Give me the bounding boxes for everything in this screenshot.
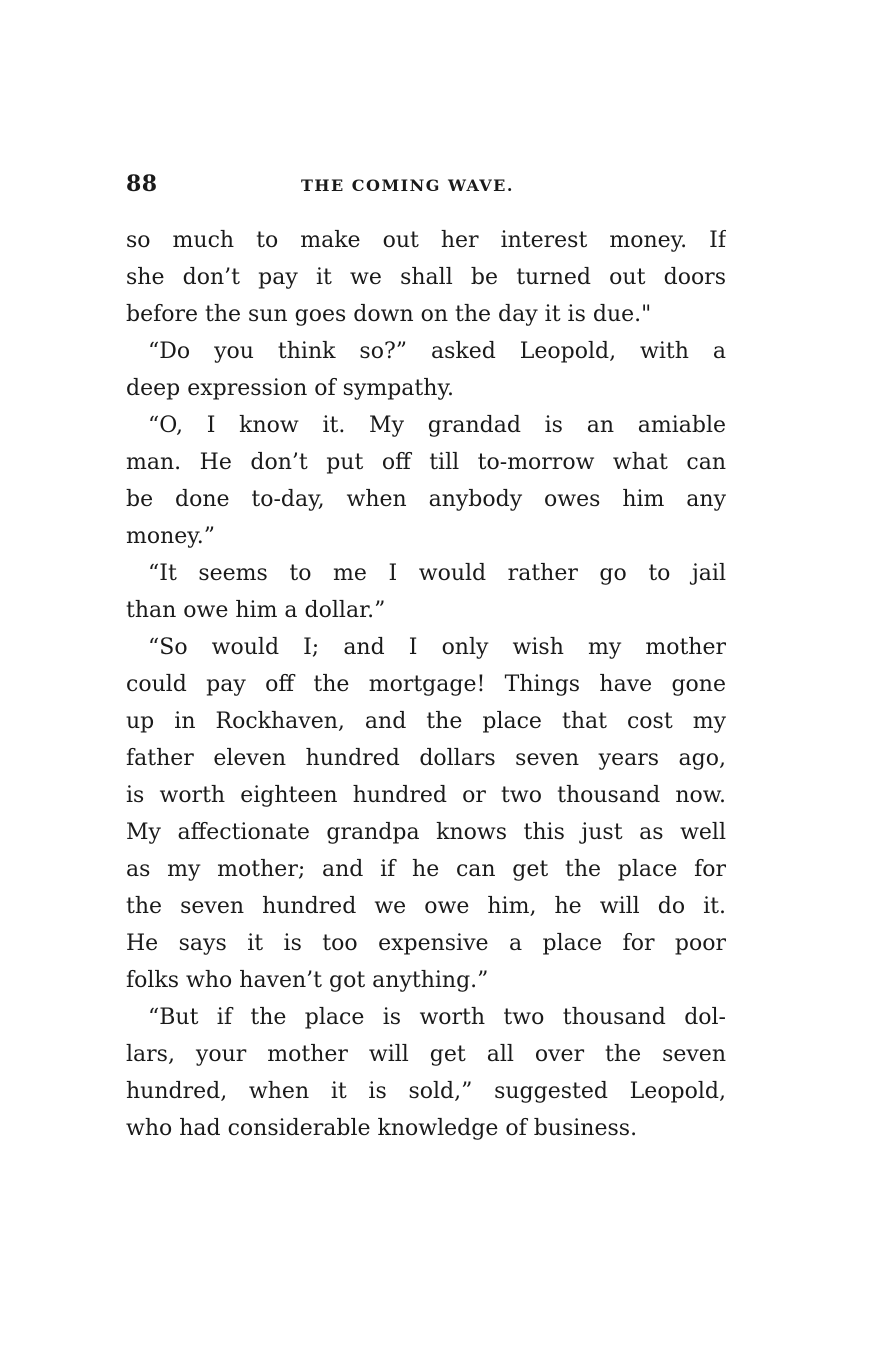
text-line: she don’t pay it we shall be turned out doors (126, 265, 726, 290)
page-header (126, 172, 726, 200)
text-line: up in Rockhaven, and the place that cost my (126, 709, 726, 734)
text-line: father eleven hundred dollars seven years ago, (126, 746, 726, 771)
text-line: is worth eighteen hundred or two thousand now. (126, 783, 726, 808)
text-line: deep expression of sympathy. (126, 376, 454, 401)
text-line: man. He don’t put off till to-morrow what can (126, 450, 726, 475)
text-line: “Do you think so?” asked Leopold, with a (148, 339, 726, 364)
text-line: could pay off the mortgage! Things have gone (126, 672, 726, 697)
text-line: folks who haven’t got anything.” (126, 968, 489, 993)
text-line: lars, your mother will get all over the seven (126, 1042, 726, 1067)
running-title: THE COMING WAVE. (301, 176, 514, 195)
body-text (126, 222, 726, 1147)
text-line: “So would I; and I only wish my mother (148, 635, 726, 660)
text-line: “It seems to me I would rather go to jail (148, 561, 726, 586)
text-line: so much to make out her interest money. If (126, 228, 726, 253)
text-line: before the sun goes down on the day it is due." (126, 302, 652, 327)
text-line: “O, I know it. My grandad is an amiable (148, 413, 726, 438)
text-line: My affectionate grandpa knows this just as well (126, 820, 726, 845)
text-line: “But if the place is worth two thousand dol- (148, 1005, 726, 1030)
text-line: as my mother; and if he can get the place for (126, 857, 726, 882)
text-line: money.” (126, 524, 216, 549)
text-line: hundred, when it is sold,” suggested Leopold, (126, 1079, 726, 1104)
text-line: who had considerable knowledge of business. (126, 1116, 638, 1141)
text-line: the seven hundred we owe him, he will do it. (126, 894, 726, 919)
text-line: be done to-day, when anybody owes him any (126, 487, 726, 512)
text-line: He says it is too expensive a place for poor (126, 931, 726, 956)
page-number: 88 (126, 171, 158, 197)
text-line: than owe him a dollar.” (126, 598, 386, 623)
